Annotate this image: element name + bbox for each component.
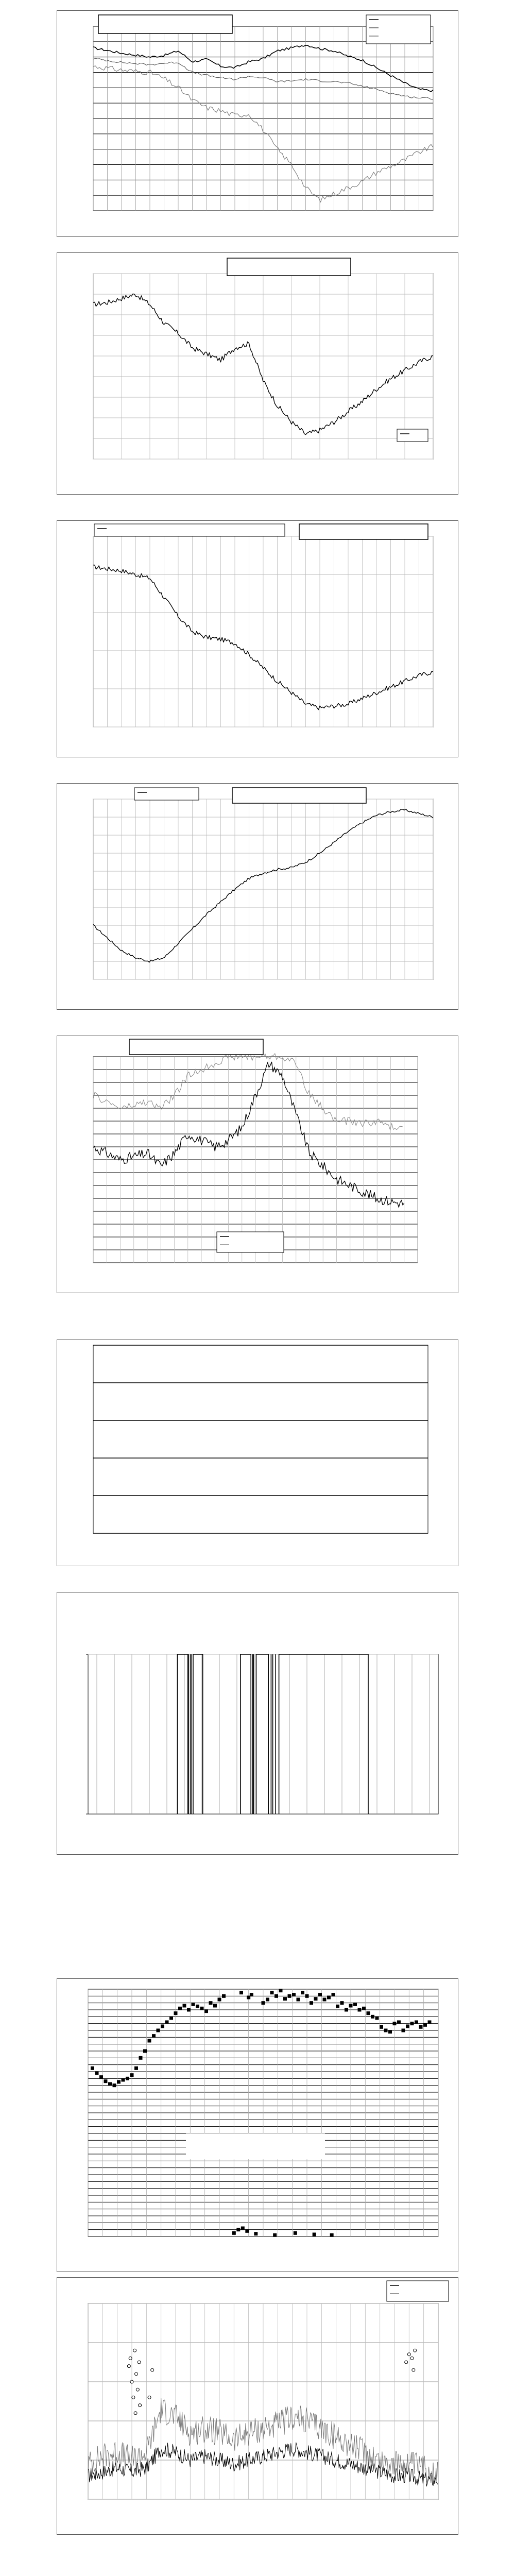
- direction-point: [402, 2029, 405, 2032]
- title-box: [232, 788, 366, 803]
- direction-point: [410, 2022, 414, 2025]
- title-box: [299, 524, 428, 539]
- direction-point: [148, 2039, 151, 2043]
- direction-point: [294, 2231, 297, 2235]
- direction-point: [95, 2071, 99, 2075]
- direction-point: [241, 2227, 245, 2230]
- direction-point: [196, 2005, 199, 2008]
- direction-point: [236, 2228, 240, 2231]
- direction-point: [273, 2233, 277, 2237]
- direction-point: [371, 2015, 374, 2019]
- direction-point: [104, 2079, 108, 2083]
- note-box: [222, 1347, 382, 1360]
- title-box: [186, 2133, 325, 2159]
- direction-point: [266, 1998, 269, 2002]
- temperature-chart: [57, 11, 458, 236]
- direction-point: [428, 2021, 432, 2024]
- rainfall-chart: [57, 1340, 458, 1566]
- chart-panel-rainfall: [57, 1340, 458, 1566]
- chart-panel-humidity: [57, 252, 458, 495]
- gust-marker: [139, 2404, 142, 2407]
- direction-point: [314, 1997, 318, 2001]
- direction-point: [292, 1993, 296, 1996]
- direction-point: [313, 2233, 316, 2236]
- direction-point: [353, 2003, 357, 2006]
- legend-box: [134, 788, 199, 800]
- direction-point: [388, 2030, 392, 2033]
- plot-area: [88, 1654, 438, 1814]
- direction-point: [345, 2008, 348, 2012]
- direction-point: [254, 2232, 258, 2235]
- direction-point: [262, 2001, 265, 2005]
- direction-point: [108, 2082, 112, 2086]
- wind-speed-chart: [57, 2278, 458, 2534]
- direction-point: [113, 2083, 116, 2087]
- gust-marker: [135, 2372, 138, 2376]
- direction-point: [349, 2004, 353, 2008]
- direction-point: [310, 2001, 313, 2005]
- chart-panel-wind-speed: [57, 2277, 458, 2535]
- direction-point: [279, 1989, 283, 1992]
- direction-point: [174, 2011, 178, 2015]
- direction-point: [192, 2003, 195, 2006]
- title-box: [96, 1347, 199, 1370]
- direction-point: [200, 2007, 204, 2010]
- direction-point: [384, 2029, 388, 2032]
- wind-direction-chart: [57, 1979, 458, 2272]
- gust-marker: [136, 2388, 139, 2391]
- direction-point: [415, 2021, 418, 2024]
- direction-point: [178, 2007, 182, 2010]
- direction-point: [380, 2025, 383, 2029]
- title-box: [129, 1039, 263, 1055]
- direction-point: [232, 2231, 236, 2235]
- grass-temperature-chart: [57, 1036, 458, 1293]
- direction-point: [323, 1998, 327, 2002]
- direction-point: [157, 2029, 160, 2032]
- chart-panel-sunshine: [57, 1592, 458, 1855]
- direction-point: [209, 2001, 213, 2005]
- direction-point: [204, 2009, 208, 2013]
- direction-point: [213, 2004, 217, 2008]
- gust-marker: [134, 2412, 137, 2415]
- chart-panel-grass: [57, 1036, 458, 1293]
- gust-marker: [410, 2357, 414, 2360]
- gust-marker: [127, 2365, 130, 2368]
- gust-marker: [405, 2361, 408, 2364]
- direction-point: [250, 1993, 253, 1996]
- direction-point: [362, 2007, 366, 2010]
- direction-point: [283, 1997, 287, 2001]
- direction-point: [318, 1993, 322, 1996]
- direction-point: [419, 2025, 423, 2029]
- title-box: [98, 15, 232, 33]
- direction-point: [301, 1991, 304, 1994]
- direction-point: [358, 2008, 362, 2012]
- direction-point: [122, 2078, 125, 2082]
- direction-point: [397, 2021, 401, 2024]
- direction-point: [332, 1993, 335, 1996]
- chart-panel-pressure: [57, 783, 458, 1010]
- chart-panel-temperature: [57, 10, 458, 237]
- direction-point: [288, 1994, 291, 1998]
- direction-point: [218, 1998, 221, 2002]
- direction-point: [305, 1994, 309, 1998]
- direction-point: [406, 2025, 409, 2028]
- chart-panel-mixing-ratio: [57, 520, 458, 757]
- direction-point: [99, 2075, 103, 2079]
- direction-point: [117, 2080, 121, 2084]
- gust-marker: [414, 2349, 417, 2352]
- direction-point: [297, 1998, 300, 2002]
- legend-box: [217, 1232, 284, 1252]
- gust-marker: [138, 2361, 141, 2364]
- direction-point: [375, 2016, 379, 2020]
- direction-point: [169, 2016, 173, 2020]
- gust-marker: [407, 2353, 410, 2356]
- gust-marker: [148, 2396, 151, 2399]
- gust-marker: [151, 2368, 154, 2371]
- pressure-chart: [57, 784, 458, 1009]
- legend-box: [94, 524, 285, 536]
- title-box: [227, 258, 351, 276]
- direction-point: [126, 2077, 129, 2080]
- plot-area: [93, 1345, 428, 1533]
- direction-point: [143, 2049, 147, 2053]
- mixing-ratio-chart: [57, 521, 458, 757]
- direction-point: [222, 1994, 226, 1998]
- direction-point: [165, 2021, 169, 2024]
- direction-point: [161, 2025, 164, 2028]
- direction-point: [336, 2005, 339, 2008]
- direction-point: [330, 2233, 334, 2237]
- gust-marker: [412, 2368, 415, 2371]
- direction-point: [327, 1996, 331, 1999]
- direction-point: [130, 2073, 134, 2077]
- direction-point: [423, 2023, 427, 2027]
- legend-box: [397, 429, 428, 442]
- direction-point: [274, 1994, 278, 1998]
- legend-box: [387, 2281, 449, 2301]
- direction-point: [245, 2229, 249, 2233]
- gust-marker: [132, 2396, 135, 2399]
- chart-panel-wind-direction: [57, 1978, 458, 2272]
- direction-point: [239, 1991, 243, 1994]
- direction-point: [152, 2034, 156, 2038]
- direction-point: [139, 2056, 143, 2060]
- direction-point: [270, 1991, 274, 1994]
- direction-point: [91, 2066, 94, 2070]
- relative-humidity-chart: [57, 253, 458, 494]
- gust-marker: [133, 2349, 136, 2352]
- direction-point: [393, 2022, 397, 2025]
- direction-point: [367, 2011, 370, 2015]
- gust-marker: [129, 2357, 132, 2360]
- sunshine-chart: [57, 1592, 458, 1854]
- direction-point: [183, 2004, 186, 2008]
- direction-point: [187, 2008, 191, 2012]
- direction-point: [340, 2001, 344, 2005]
- direction-point: [134, 2066, 138, 2070]
- gust-marker: [130, 2380, 133, 2383]
